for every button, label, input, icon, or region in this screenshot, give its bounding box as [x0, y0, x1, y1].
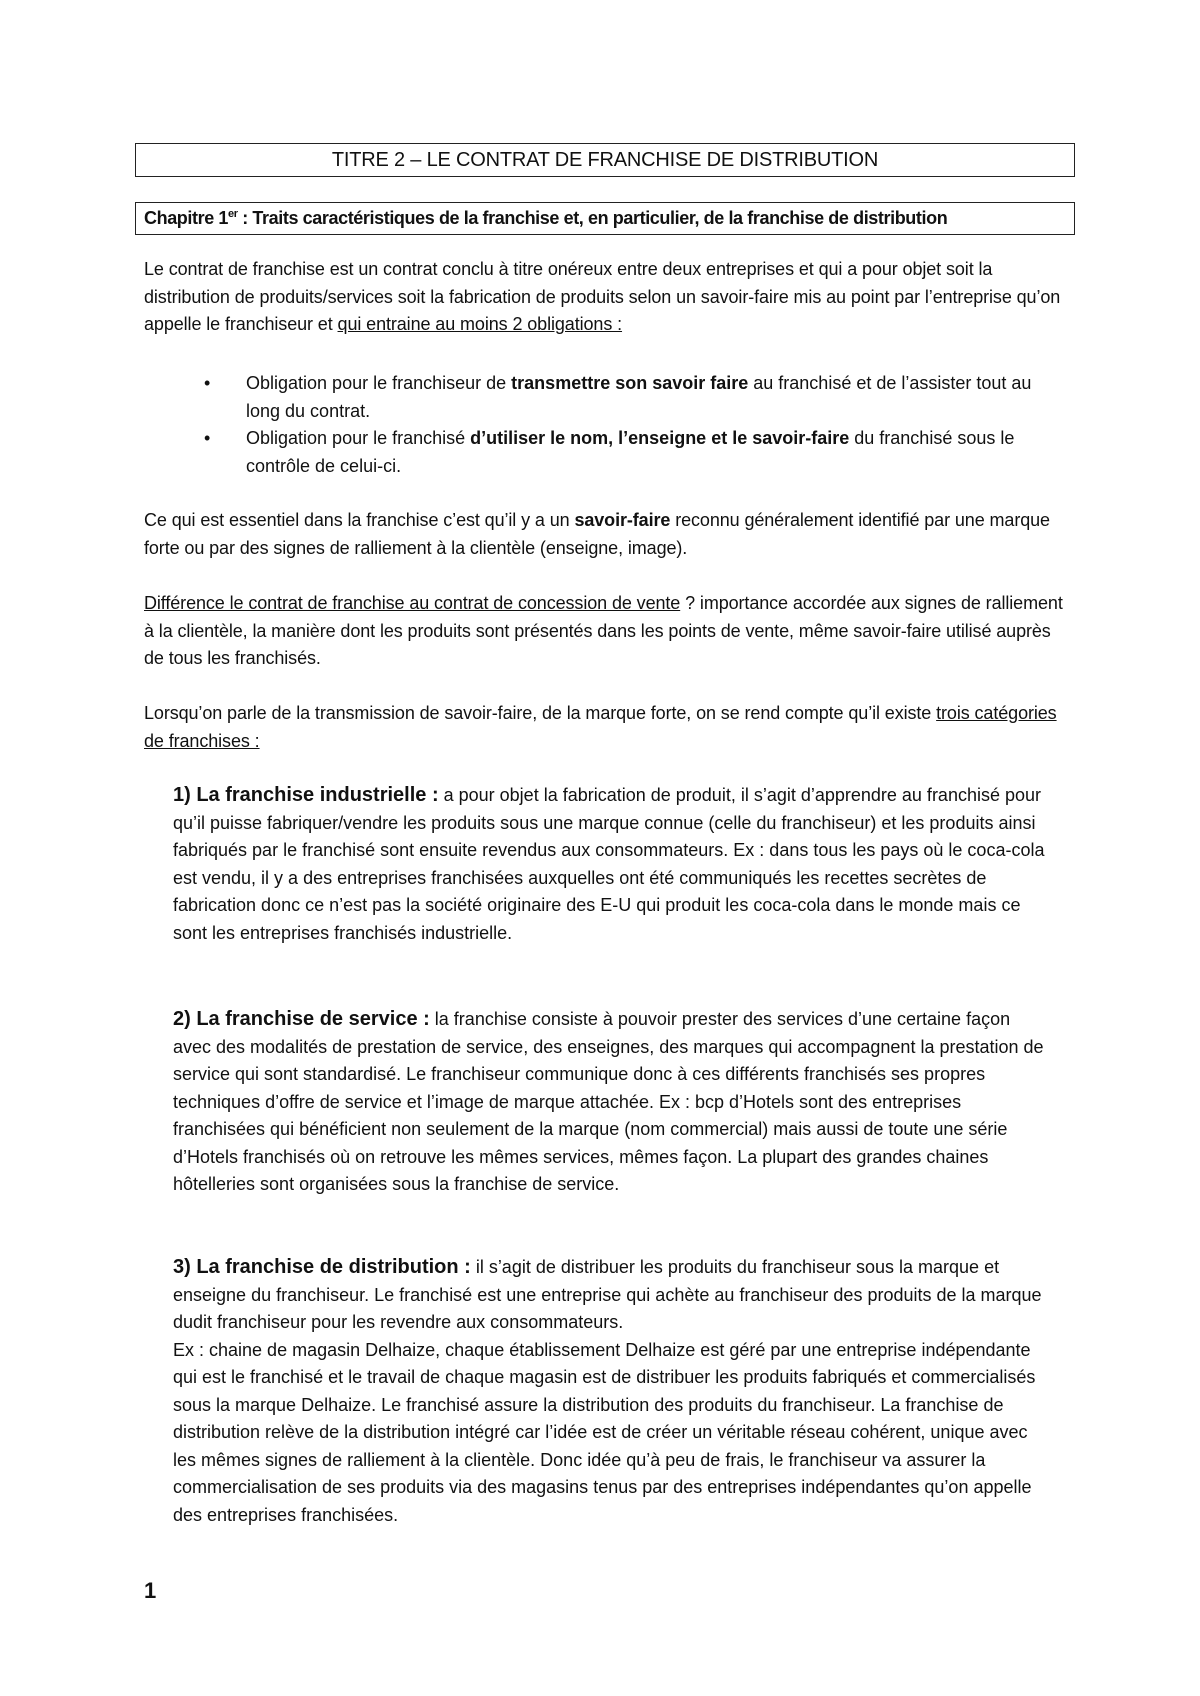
item-body: il s’agit de distribuer les produits du franchiseur sous la marque et enseigne du franchiseur. Le franchisé est une entreprise qui achète au franchiseur des produits de la marque dudit franchiseur pour les revendre aux consommateurs. [173, 1257, 1042, 1332]
item-service [173, 1006, 1053, 1199]
difference-paragraph [144, 590, 1074, 673]
intro-paragraph [144, 256, 1074, 339]
item-body-example: Ex : chaine de magasin Delhaize, chaque établissement Delhaize est géré par une entreprise indépendante qui est le franchisé et le travail de chaque magasin est de distribuer les produits fabriqués et commercialisés sous la marque Delhaize. Le franchisé assure la distribution des produits du franchiseur. La franchise de distribution relève de la distribution intégré car l’idée est de créer un véritable réseau cohérent, unique avec les mêmes signes de ralliement à la clientèle. Donc idée qu’à peu de frais, le franchiseur va assurer la commercialisation de ses produits via des magasins tenus par des entreprises indépendantes qu’on appelle des entreprises franchisées. [173, 1339, 1036, 1525]
list-item [204, 370, 1064, 425]
chapter-heading [135, 202, 1075, 235]
item-body: a pour objet la fabrication de produit, il s’agit d’apprendre au franchisé pour qu’il puisse fabriquer/vendre les produits sous une marque connue (celle du franchiseur) et les produits ainsi fabriqués par le franchisé sont ensuite revendus aux consommateurs. Ex : dans tous les pays où le coca-cola est vendu, il y a des entreprises franchisées auxquelles ont été communiqués les recettes secrètes de fabrication donc ce n’est pas la société originaire des E-U qui produit les coca-cola dans le monde mais ce sont les entreprises franchisés industrielle. [173, 785, 1045, 943]
difference-underlined: Différence le contrat de franchise au contrat de concession de vente [144, 593, 681, 613]
item-lead: 3) La franchise de distribution : [173, 1256, 471, 1278]
item-lead: 2) La franchise de service : [173, 1008, 430, 1030]
list-item [204, 425, 1064, 480]
bullet-text: Obligation pour le franchiseur de [246, 373, 512, 393]
chapter-prefix: Chapitre 1 [144, 208, 229, 228]
intro-text: Le contrat de franchise est un contrat conclu à titre onéreux entre deux entreprises et qui a pour objet soit la distribution de produits/services soit la fabrication de produits selon un savoir-faire mis au point par l’entreprise qu’on appelle le franchiseur et [144, 259, 1061, 334]
item-lead: 1) La franchise industrielle : [173, 784, 439, 806]
page-number: 1 [144, 1578, 157, 1603]
bullet-bold: d’utiliser le nom, l’enseigne et le savoir-faire [470, 428, 850, 448]
bullet-text-end: du franchisé sous le contrôle de celui-ci. [246, 428, 1015, 476]
bullet-text: Obligation pour le franchisé [246, 428, 471, 448]
essential-text-end: reconnu généralement identifié par une marque forte ou par des signes de ralliement à la clientèle (enseigne, image). [144, 510, 1050, 558]
categories-underlined: trois catégories de franchises : [144, 703, 1057, 751]
essential-bold: savoir-faire [574, 510, 671, 530]
categories-paragraph [144, 700, 1074, 755]
chapter-rest: : Traits caractéristiques de la franchise et, en particulier, de la franchise de distribution [237, 208, 948, 228]
item-industrial [173, 782, 1053, 947]
bullet-icon: • [204, 428, 211, 448]
obligations-list [204, 370, 1064, 480]
chapter-sup: er [228, 208, 238, 220]
essential-text: Ce qui est essentiel dans la franchise c’est qu’il y a un [144, 510, 575, 530]
page-title: TITRE 2 – LE CONTRAT DE FRANCHISE DE DISTRIBUTION [135, 143, 1075, 177]
bullet-text-end: au franchisé et de l’assister tout au long du contrat. [246, 373, 1032, 421]
difference-text: ? importance accordée aux signes de ralliement à la clientèle, la manière dont les produits sont présentés dans les points de vente, même savoir-faire utilisé auprès de tous les franchisés. [144, 593, 1063, 668]
categories-text: Lorsqu’on parle de la transmission de savoir-faire, de la marque forte, on se rend compte qu’il existe [144, 703, 937, 723]
intro-underlined: qui entraine au moins 2 obligations : [337, 314, 623, 334]
item-distribution [173, 1254, 1053, 1529]
item-body: la franchise consiste à pouvoir prester des services d’une certaine façon avec des modalités de prestation de service, des enseignes, des marques qui accompagnent la prestation de service qui sont standardisé. Le franchiseur communique donc à ces différents franchisés ses propres techniques d’offre de service et l’image de marque attachée. Ex : bcp d’Hotels sont des entreprises franchisées qui bénéficient non seulement de la marque (nom commercial) mais aussi de toute une série d’Hotels franchisés où on retrouve les mêmes services, mêmes façon. La plupart des grandes chaines hôtelleries sont organisées sous la franchise de service. [173, 1009, 1044, 1194]
bullet-icon: • [204, 373, 211, 393]
bullet-bold: transmettre son savoir faire [511, 373, 749, 393]
essential-paragraph [144, 507, 1074, 562]
